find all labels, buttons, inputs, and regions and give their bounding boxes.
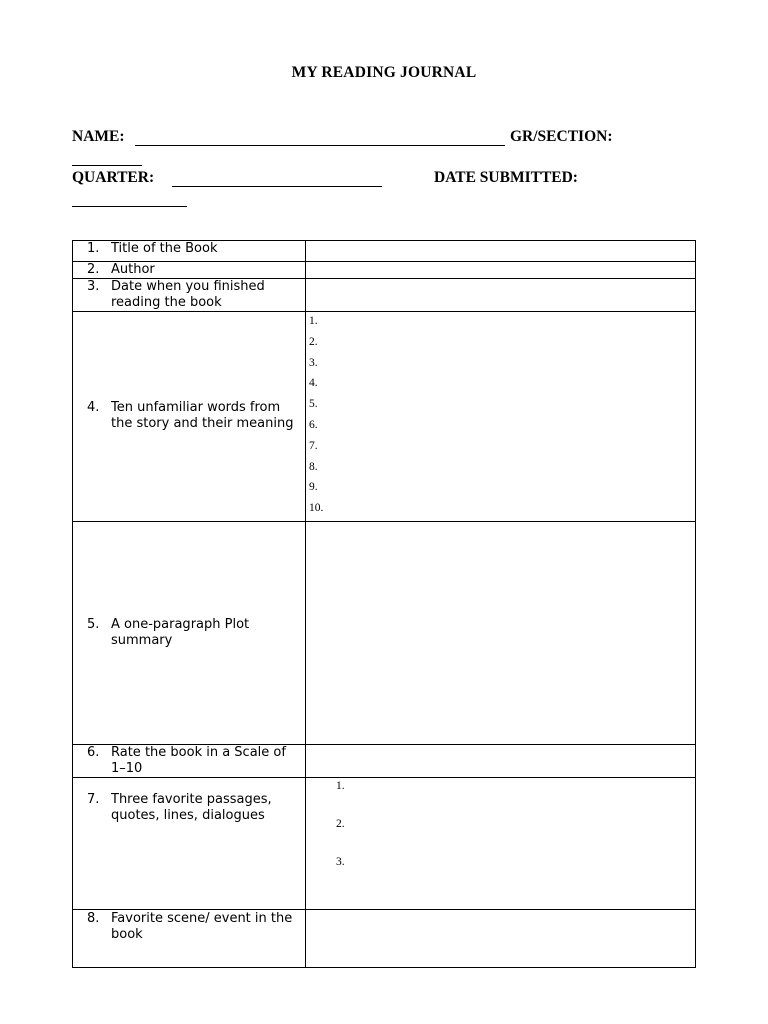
table-row xyxy=(73,262,696,279)
list-item: 3. xyxy=(309,356,318,369)
table-row xyxy=(73,312,696,522)
answer-rating-cell[interactable] xyxy=(306,744,696,777)
answer-title-cell[interactable] xyxy=(306,241,696,262)
list-item: 3. xyxy=(336,855,345,868)
question-text: Date when you finished reading the book xyxy=(111,279,265,310)
question-number: 3. xyxy=(87,279,100,294)
list-item: 4. xyxy=(309,377,318,390)
table-row xyxy=(73,279,696,312)
list-item: 1. xyxy=(336,779,345,792)
name-input-line[interactable] xyxy=(135,145,505,146)
table-row xyxy=(73,909,696,967)
question-number: 4. xyxy=(87,400,100,416)
list-item: 2. xyxy=(309,335,318,348)
question-number: 8. xyxy=(87,910,100,926)
question-number: 7. xyxy=(87,791,100,807)
question-text: Favorite scene/ event in the book xyxy=(111,910,293,942)
table-row xyxy=(73,241,696,262)
date-submitted-label: DATE SUBMITTED: xyxy=(434,169,578,186)
favorite-list xyxy=(306,778,695,893)
answer-plot-summary-cell[interactable] xyxy=(306,521,696,744)
name-label: NAME: xyxy=(72,128,125,145)
list-item: 1. xyxy=(309,315,318,327)
question-cell xyxy=(73,241,306,262)
question-cell xyxy=(73,744,306,777)
question-cell xyxy=(73,909,306,967)
question-cell xyxy=(73,279,306,312)
question-text: Three favorite passages, quotes, lines, dialogues xyxy=(111,791,272,823)
question-number: 5. xyxy=(87,616,100,632)
question-cell xyxy=(73,312,306,522)
question-cell xyxy=(73,521,306,744)
question-text: Title of the Book xyxy=(111,241,218,256)
journal-title: MY READING JOURNAL xyxy=(291,64,477,81)
question-text: A one-paragraph Plot summary xyxy=(111,616,250,648)
quarter-label: QUARTER: xyxy=(72,169,155,186)
answer-author-cell[interactable] xyxy=(306,262,696,279)
journal-table xyxy=(72,240,696,968)
table-row xyxy=(73,777,696,909)
answer-favorite-scene-cell[interactable] xyxy=(306,909,696,967)
list-item: 8. xyxy=(309,460,318,473)
answer-favorites-cell[interactable] xyxy=(306,777,696,909)
question-number: 1. xyxy=(87,241,100,256)
question-number: 2. xyxy=(87,262,100,277)
table-row xyxy=(73,744,696,777)
list-item: 2. xyxy=(336,817,345,830)
list-item: 9. xyxy=(309,481,318,494)
question-cell xyxy=(73,262,306,279)
answer-date-finished-cell[interactable] xyxy=(306,279,696,312)
question-text: Rate the book in a Scale of 1–10 xyxy=(111,744,286,776)
date-submitted-input-line[interactable] xyxy=(72,206,187,207)
answer-words-cell[interactable] xyxy=(306,312,696,522)
list-item: 7. xyxy=(309,439,318,452)
list-item: 10. xyxy=(309,502,324,515)
section-input-line[interactable] xyxy=(72,165,142,166)
quarter-input-line[interactable] xyxy=(172,186,382,187)
question-cell xyxy=(73,777,306,909)
list-item: 5. xyxy=(309,398,318,411)
list-item: 6. xyxy=(309,418,318,431)
word-list xyxy=(306,312,695,521)
question-text: Author xyxy=(111,262,155,277)
section-label: GR/SECTION: xyxy=(510,128,613,145)
table-row xyxy=(73,521,696,744)
question-text: Ten unfamiliar words from the story and their meaning xyxy=(111,400,294,432)
question-number: 6. xyxy=(87,744,100,760)
